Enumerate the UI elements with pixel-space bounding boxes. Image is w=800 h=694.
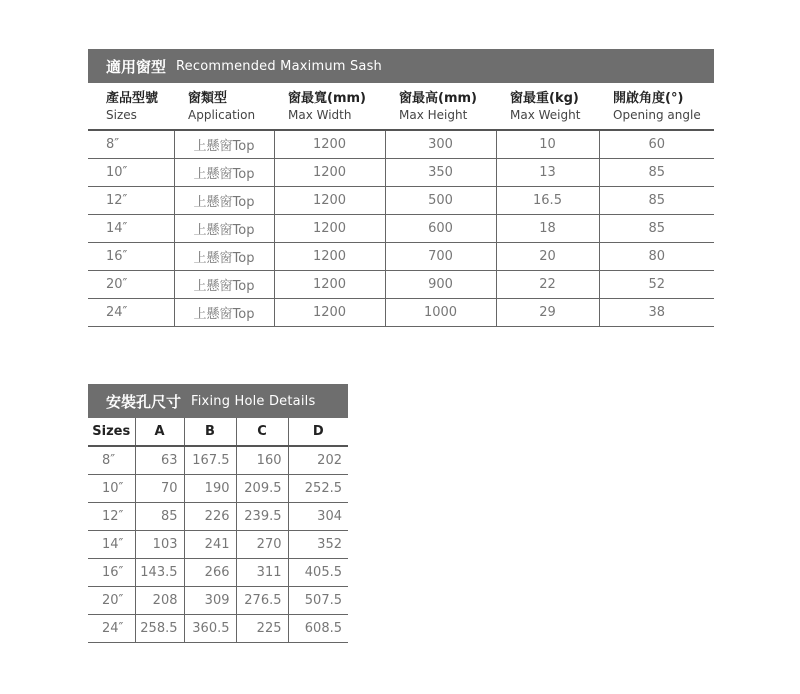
sash-row (88, 187, 714, 215)
table-cell: 143.5 (135, 559, 184, 587)
table-cell: 70 (135, 475, 184, 503)
table-cell: 252.5 (288, 475, 348, 503)
fixing-title-cn: 安裝孔尺寸 (106, 392, 182, 411)
sash-row (88, 159, 714, 187)
fixing-header-d: D (288, 418, 348, 446)
table-cell: 13 (496, 159, 599, 187)
table-cell: 500 (385, 187, 496, 215)
table-cell: 10″ (88, 475, 135, 503)
table-cell: 上懸窗Top (174, 271, 274, 299)
fixing-row (88, 475, 348, 503)
table-cell: 300 (385, 130, 496, 159)
fixing-row (88, 446, 348, 475)
table-cell: 241 (184, 531, 236, 559)
sash-title-cn: 適用窗型 (106, 57, 167, 76)
fixing-title-en: Fixing Hole Details (191, 393, 316, 409)
table-cell: 304 (288, 503, 348, 531)
table-cell: 239.5 (236, 503, 288, 531)
table-cell: 208 (135, 587, 184, 615)
table-cell: 226 (184, 503, 236, 531)
header-en: Sizes (106, 108, 137, 122)
table-cell: 12″ (88, 503, 135, 531)
header-en: Application (188, 108, 256, 122)
table-cell: 24″ (88, 299, 174, 327)
table-cell: 上懸窗Top (174, 299, 274, 327)
table-cell: 167.5 (184, 446, 236, 475)
table-cell: 20″ (88, 271, 174, 299)
table-cell: 1200 (274, 159, 385, 187)
fixing-header-sizes: Sizes (88, 418, 135, 446)
sash-table-title (88, 49, 714, 83)
table-cell: 190 (184, 475, 236, 503)
header-cn: 產品型號 (106, 91, 159, 106)
table-cell: 225 (236, 615, 288, 643)
table-cell: 22 (496, 271, 599, 299)
header-en: Max Weight (510, 108, 581, 122)
table-cell: 311 (236, 559, 288, 587)
table-cell: 202 (288, 446, 348, 475)
table-cell: 1200 (274, 187, 385, 215)
table-cell: 85 (599, 187, 714, 215)
sash-header-max-weight (496, 83, 599, 130)
table-cell: 160 (236, 446, 288, 475)
sash-header-max-width (274, 83, 385, 130)
fixing-row (88, 559, 348, 587)
table-cell: 上懸窗Top (174, 187, 274, 215)
table-cell: 18 (496, 215, 599, 243)
table-cell: 12″ (88, 187, 174, 215)
table-cell: 1200 (274, 215, 385, 243)
header-en: Max Height (399, 108, 468, 122)
header-en: Max Width (288, 108, 352, 122)
table-cell: 700 (385, 243, 496, 271)
table-cell: 352 (288, 531, 348, 559)
table-cell: 209.5 (236, 475, 288, 503)
sash-header-application (174, 83, 274, 130)
table-cell: 8″ (88, 446, 135, 475)
table-cell: 16.5 (496, 187, 599, 215)
table-cell: 上懸窗Top (174, 130, 274, 159)
sash-row (88, 299, 714, 327)
sash-row (88, 271, 714, 299)
table-cell: 29 (496, 299, 599, 327)
table-cell: 600 (385, 215, 496, 243)
fixing-row (88, 503, 348, 531)
table-cell: 63 (135, 446, 184, 475)
table-cell: 10 (496, 130, 599, 159)
table-cell: 608.5 (288, 615, 348, 643)
table-cell: 20 (496, 243, 599, 271)
table-cell: 507.5 (288, 587, 348, 615)
table-cell: 900 (385, 271, 496, 299)
header-cn: 開啟角度(°) (613, 91, 684, 106)
table-cell: 1000 (385, 299, 496, 327)
table-cell: 360.5 (184, 615, 236, 643)
fixing-table-title (88, 384, 348, 418)
table-cell: 8″ (88, 130, 174, 159)
sash-header-opening-angle (599, 83, 714, 130)
table-cell: 上懸窗Top (174, 215, 274, 243)
fixing-row (88, 587, 348, 615)
header-en: Opening angle (613, 108, 701, 122)
table-cell: 1200 (274, 271, 385, 299)
table-cell: 60 (599, 130, 714, 159)
table-cell: 80 (599, 243, 714, 271)
table-cell: 309 (184, 587, 236, 615)
fixing-table (88, 418, 348, 643)
table-cell: 16″ (88, 559, 135, 587)
table-cell: 16″ (88, 243, 174, 271)
table-cell: 258.5 (135, 615, 184, 643)
table-cell: 276.5 (236, 587, 288, 615)
sash-table (88, 83, 714, 327)
table-cell: 85 (599, 159, 714, 187)
table-cell: 上懸窗Top (174, 159, 274, 187)
table-cell: 38 (599, 299, 714, 327)
fixing-header-row (88, 418, 348, 446)
table-cell: 1200 (274, 243, 385, 271)
header-cn: 窗最重(kg) (510, 91, 579, 106)
header-cn: 窗類型 (188, 91, 228, 106)
table-cell: 266 (184, 559, 236, 587)
table-cell: 14″ (88, 215, 174, 243)
table-cell: 103 (135, 531, 184, 559)
table-cell: 上懸窗Top (174, 243, 274, 271)
table-cell: 14″ (88, 531, 135, 559)
fixing-header-a: A (135, 418, 184, 446)
fixing-row (88, 615, 348, 643)
table-cell: 24″ (88, 615, 135, 643)
table-cell: 85 (135, 503, 184, 531)
table-cell: 270 (236, 531, 288, 559)
sash-header-sizes (88, 83, 174, 130)
sash-header-row (88, 83, 714, 130)
table-cell: 1200 (274, 130, 385, 159)
table-cell: 20″ (88, 587, 135, 615)
sash-row (88, 215, 714, 243)
sash-header-max-height (385, 83, 496, 130)
table-cell: 85 (599, 215, 714, 243)
fixing-row (88, 531, 348, 559)
table-cell: 350 (385, 159, 496, 187)
header-cn: 窗最寬(mm) (288, 91, 366, 106)
sash-row (88, 243, 714, 271)
sash-title-en: Recommended Maximum Sash (176, 58, 382, 74)
header-cn: 窗最高(mm) (399, 91, 477, 106)
fixing-header-c: C (236, 418, 288, 446)
table-cell: 10″ (88, 159, 174, 187)
table-cell: 1200 (274, 299, 385, 327)
table-cell: 52 (599, 271, 714, 299)
table-cell: 405.5 (288, 559, 348, 587)
fixing-header-b: B (184, 418, 236, 446)
sash-row (88, 130, 714, 159)
